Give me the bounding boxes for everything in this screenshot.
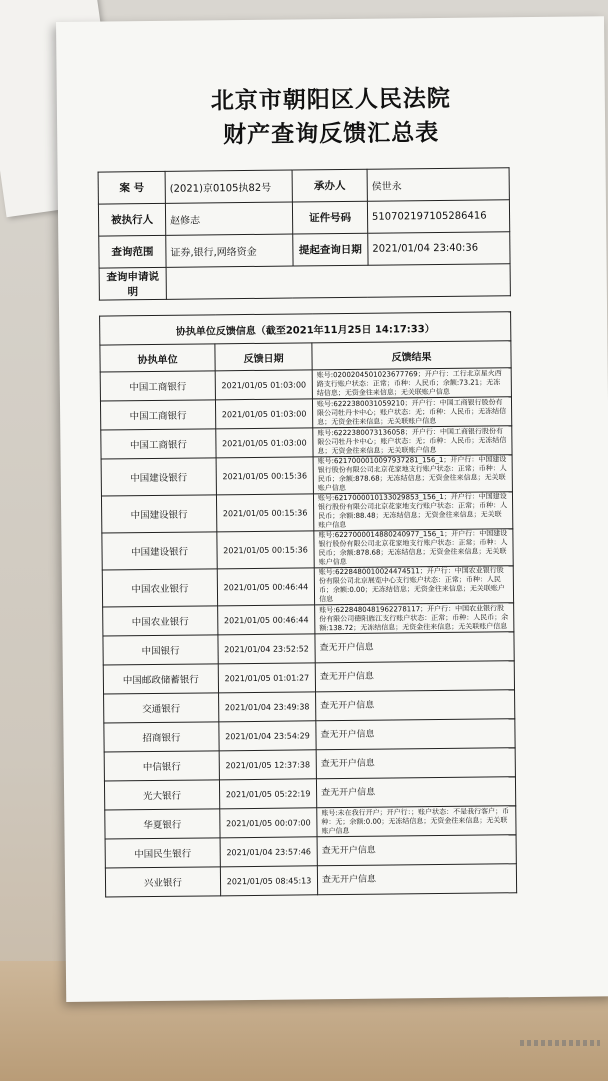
result-cell: 账号:6222380073136058；开户行：中国工商银行股份有限公司牡丹卡中心；账户状态：无；币种：人民币；无冻结信息；无资金往来信息；无关联账户信息 (313, 426, 512, 457)
unit-cell: 中国工商银行 (101, 429, 216, 459)
result-cell: 查无开户信息 (316, 748, 515, 779)
unit-cell: 招商银行 (104, 722, 219, 752)
desk-shadow (520, 1040, 600, 1046)
query-description-label: 查询申请说明 (99, 267, 166, 300)
result-cell: 账号:6228480481962278117；开户行：中国农业银行股份有限公司德阳旌江支行账户状态：正常；币种：人民币；余额:138.72；无冻结信息；无资金往来信息；无关联账户信息 (315, 603, 514, 634)
unit-cell: 中国民生银行 (105, 838, 220, 868)
submit-date-label: 提起查询日期 (293, 233, 368, 266)
result-cell: 查无开户信息 (316, 777, 515, 808)
result-cell: 查无开户信息 (315, 661, 514, 692)
query-scope-label: 查询范围 (99, 235, 166, 268)
handler-value: 侯世永 (367, 168, 509, 201)
result-cell: 账号:6217000010133029853_156_1；开户行：中国建设银行股份有限公司北京花家地支行账户状态：正常；币种：人民币；余额:88.48；无冻结信息；无资金往来信息；无关联账户信息 (313, 492, 512, 531)
executed-party-label: 被执行人 (98, 203, 165, 236)
table-row (103, 661, 514, 694)
result-cell: 查无开户信息 (317, 835, 516, 866)
header-date: 反馈日期 (215, 343, 312, 371)
table-row (100, 368, 511, 401)
unit-cell: 中国建设银行 (101, 458, 216, 496)
table-row (100, 397, 511, 430)
court-title: 北京市朝阳区人民法院 (210, 85, 451, 115)
table-row (102, 566, 513, 607)
handler-label: 承办人 (292, 169, 367, 202)
table-row (103, 632, 514, 665)
unit-cell: 光大银行 (104, 780, 219, 810)
date-cell: 2021/01/05 12:37:38 (219, 750, 316, 780)
header-unit: 协执单位 (100, 344, 215, 372)
unit-cell: 兴业银行 (105, 867, 220, 897)
date-cell: 2021/01/04 23:52:52 (218, 634, 315, 664)
result-cell: 查无开户信息 (316, 690, 515, 721)
unit-cell: 中信银行 (104, 751, 219, 781)
query-description-value (166, 264, 510, 300)
date-cell: 2021/01/05 01:03:00 (215, 370, 312, 400)
result-cell: 查无开户信息 (317, 864, 516, 895)
date-cell: 2021/01/05 00:15:36 (216, 457, 313, 495)
header-result: 反馈结果 (312, 341, 511, 370)
case-no-label: 案 号 (98, 171, 165, 204)
feedback-caption: 协执单位反馈信息（截至2021年11月25日 14:17:33） (100, 312, 511, 345)
form-title: 财产查询反馈汇总表 (223, 119, 440, 149)
submit-date-value: 2021/01/04 23:40:36 (368, 232, 510, 265)
date-cell: 2021/01/05 00:46:44 (217, 568, 314, 606)
date-cell: 2021/01/05 01:01:27 (218, 663, 315, 693)
date-cell: 2021/01/05 00:15:36 (216, 494, 313, 532)
feedback-table (99, 311, 517, 897)
table-row (105, 864, 516, 897)
unit-cell: 中国农业银行 (102, 569, 217, 607)
unit-cell: 交通银行 (104, 693, 219, 723)
table-row (101, 492, 512, 533)
date-cell: 2021/01/05 00:07:00 (220, 808, 317, 838)
document-page (56, 16, 608, 1002)
result-cell: 账号:6217000010097937281_156_1；开户行：中国建设银行股份有限公司北京花家地支行账户状态：正常；币种：人民币；余额:878.68；无冻结信息；无资金往来信息；无关联账户信息 (313, 455, 512, 494)
id-number-label: 证件号码 (292, 201, 367, 234)
unit-cell: 华夏银行 (105, 809, 220, 839)
case-no-value: (2021)京0105执82号 (165, 170, 292, 203)
unit-cell: 中国银行 (103, 635, 218, 665)
date-cell: 2021/01/04 23:54:29 (219, 721, 316, 751)
table-row (103, 603, 514, 636)
date-cell: 2021/01/05 00:15:36 (217, 531, 314, 569)
unit-cell: 中国建设银行 (101, 495, 216, 533)
unit-cell: 中国工商银行 (100, 371, 215, 401)
query-scope-value: 证券,银行,网络资金 (166, 234, 293, 267)
result-cell: 账号:未在我行开户；开户行：；账户状态：不是我行客户；币种：无；余额:0.00；无冻结信息；无资金往来信息；无关联账户信息 (317, 806, 516, 837)
date-cell: 2021/01/05 01:03:00 (216, 428, 313, 458)
unit-cell: 中国邮政储蓄银行 (103, 664, 218, 694)
table-row (101, 426, 512, 459)
result-cell: 账号:0200204501023677769；开户行：工行北京星火西路支行账户状态：正常；币种：人民币；余额:73.21；无冻结信息；无资金往来信息；无关联账户信息 (312, 368, 511, 399)
unit-cell: 中国农业银行 (103, 606, 218, 636)
date-cell: 2021/01/05 00:46:44 (218, 605, 315, 635)
table-row (104, 690, 515, 723)
table-row (102, 529, 513, 570)
date-cell: 2021/01/05 08:45:13 (220, 866, 317, 896)
unit-cell: 中国建设银行 (102, 532, 217, 570)
table-row (105, 835, 516, 868)
table-row (101, 455, 512, 496)
result-cell: 查无开户信息 (316, 719, 515, 750)
date-cell: 2021/01/04 23:49:38 (219, 692, 316, 722)
date-cell: 2021/01/05 01:03:00 (215, 399, 312, 429)
table-row (104, 719, 515, 752)
table-row (104, 748, 515, 781)
result-cell: 账号:6222380031059210；开户行：中国工商银行股份有限公司牡丹卡中心；账户状态：无；币种：人民币；无冻结信息；无资金往来信息；无关联账户信息 (312, 397, 511, 428)
result-cell: 账号:6227000014880240977_156_1；开户行：中国建设银行股份有限公司北京花家地支行账户状态：正常；币种：人民币；余额:878.68；无冻结信息；无资金往来信息；无关联账户信息 (314, 529, 513, 568)
id-number-value: 510702197105286416 (367, 200, 509, 233)
executed-party-value: 赵修志 (165, 202, 292, 235)
result-cell: 查无开户信息 (315, 632, 514, 663)
unit-cell: 中国工商银行 (100, 400, 215, 430)
date-cell: 2021/01/04 23:57:46 (220, 837, 317, 867)
table-row (104, 777, 515, 810)
result-cell: 账号:6228480010024474511；开户行：中国农业银行股份有限公司北京展览中心支行账户状态：正常；币种：人民币；余额:0.00；无冻结信息；无资金往来信息；无关联账户信息 (314, 566, 513, 605)
case-info-table (98, 167, 511, 300)
table-row (105, 806, 516, 839)
date-cell: 2021/01/05 05:22:19 (219, 779, 316, 809)
